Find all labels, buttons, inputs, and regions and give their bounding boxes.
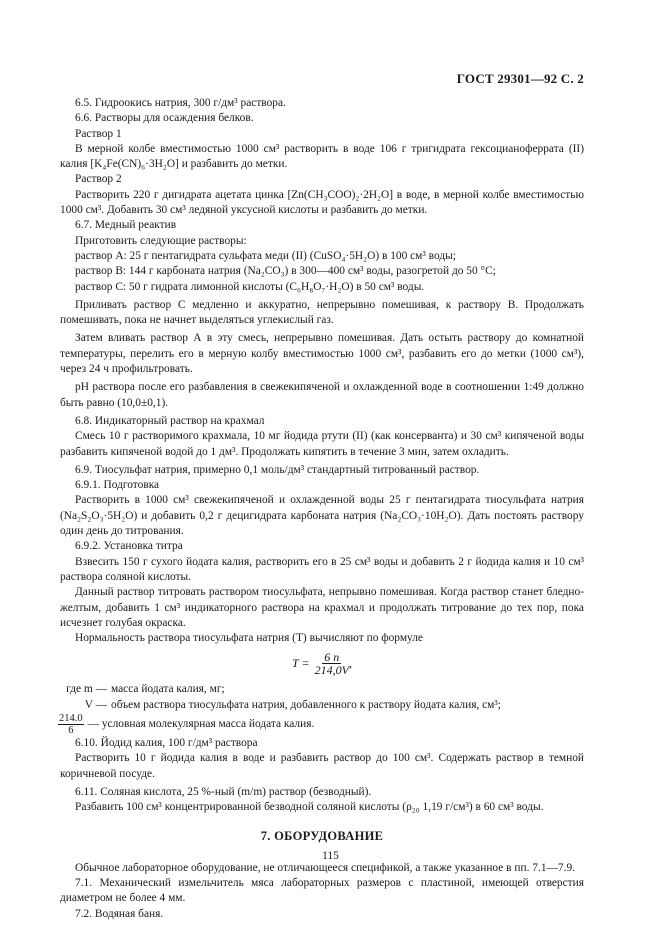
paragraph: 6.9.2. Установка титра — [75, 540, 183, 553]
legend-label: V — — [84, 698, 107, 711]
legend-text: объем раствора тиосульфата натрия, добавленного к раствору йодата калия, см³; — [111, 698, 501, 711]
paragraph: раствор С: 50 г гидрата лимонной кислоты (C₆H₈O₇·H₂O) в 50 см³ воды. — [75, 280, 425, 293]
paragraph: Нормальность раствора тиосульфата натрия (T) вычисляют по формуле — [75, 632, 423, 645]
formula-numerator: 6 n — [324, 650, 340, 665]
paragraph: Растворить 220 г дигидрата ацетата цинка [Zn(CH₃COO)₂·2H₂O] в воде, в мерной колбе вместимостью 1000 см³. Добавить 30 см³ ледяной уксусной кислоты и разбавить до метки. — [60, 188, 584, 217]
formula-denominator: 214,0V — [314, 663, 349, 678]
legend-row — [60, 698, 584, 713]
paragraph: pH раствора после его разбавления в свежекипяченой и охлажденной воде в соотношении 1:49 должно быть равно (10,0±0,1). — [60, 381, 584, 409]
paragraph: В мерной колбе вместимостью 1000 см³ растворить в воде 106 г тригидрата гексоцианоферрата (II) калия [K₄Fe(CN)₆·3H₂O] и разбавить до метки. — [60, 142, 584, 171]
legend-fraction — [58, 713, 84, 736]
paragraph: 6.6. Растворы для осаждения белков. — [75, 112, 254, 125]
formula-tail: , — [348, 656, 352, 671]
formula-fraction — [315, 651, 349, 676]
paragraph: 6.5. Гидроокись натрия, 300 г/дм³ раствора. — [75, 97, 286, 109]
paragraph: Раствор 1 — [75, 127, 122, 140]
paragraph: 7.2. Водяная баня. — [75, 907, 164, 920]
paragraph: Приготовить следующие растворы: — [75, 234, 247, 247]
paragraph: 6.9.1. Подготовка — [75, 479, 160, 492]
legend-fraction-numerator: 214.0 — [59, 712, 83, 724]
paragraph: 6.8. Индикаторный раствор на крахмал — [75, 414, 265, 427]
formula-lhs: T = — [292, 656, 310, 671]
legend-row — [60, 713, 584, 736]
paragraph: 6.7. Медный реактив — [75, 219, 177, 232]
paragraph: Раствор 2 — [75, 173, 122, 186]
paragraph: Затем вливать раствор А в эту смесь, непрерывно помешивая. Дать остыть раствору до комнатной температуры, перелить его в мерную колбу вместимостью 1000 см³, разбавить его до метки (1000 см³), через 24 ч профильтровать. — [60, 332, 584, 376]
paragraph: 6.9. Тиосульфат натрия, примерно 0,1 моль/дм³ стандартный титрованный раствор. — [75, 463, 480, 476]
paragraph: Разбавить 100 см³ концентрированной безводной соляной кислоты (ρ₂₀ 1,19 г/см³) в 60 см³ воды. — [75, 801, 544, 814]
formula-legend — [60, 682, 584, 736]
section-title: 7. ОБОРУДОВАНИЕ — [260, 829, 384, 844]
legend-text: масса йодата калия, мг; — [111, 683, 225, 696]
legend-label: где m — — [66, 683, 107, 696]
paragraph: Приливать раствор С медленно и аккуратно, непрерывно помешивая, к раствору В. Продолжать помешивать, пока не начнет выделяться углекислый газ. — [60, 298, 584, 327]
paragraph: Растворить в 1000 см³ свежекипяченой и охлажденной воды 25 г пентагидрата тиосульфата натрия (Na₂S₂O₃·5H₂O) и добавить 0,2 г децигидрата карбоната натрия (Na₂CO₃·10H₂O). Дать постоять раствору один день до титрования. — [60, 494, 584, 538]
paragraph: 7.1. Механический измельчитель мяса лабораторных размеров с пластиной, имеющей отверстия диаметром не более 4 мм. — [60, 877, 584, 905]
page-number: 115 — [322, 850, 339, 862]
titer-formula — [60, 651, 584, 676]
paragraph: Смесь 10 г растворимого крахмала, 10 мг йодида ртути (II) (как консерванта) и 30 см³ кипяченой воды разбавить кипяченой водой до 1 дм³. Продолжать кипятить в течение 3 мин, затем охладить. — [60, 430, 584, 458]
paragraph: раствор А: 25 г пентагидрата сульфата меди (II) (CuSO₄·5H₂O) в 100 см³ воды; — [75, 249, 456, 262]
legend-fraction-denominator: 6 — [68, 724, 74, 736]
paragraph: Растворить 10 г йодида калия в воде и разбавить раствор до 100 см³. Содержать раствор в темной коричневой посуде. — [60, 752, 584, 780]
legend-row — [60, 682, 584, 697]
paragraph: 6.11. Соляная кислота, 25 %-ный (m/m) раствор (безводный). — [75, 785, 372, 798]
legend-text: — условная молекулярная масса йодата калия. — [87, 717, 315, 730]
paragraph: Данный раствор титровать раствором тиосульфата, непрывно помешивая. Когда раствор станет бледно-желтым, добавить 1 см³ индикаторного раствора на крахмал и продолжать титрование до тех пор, пока исчезнет голубая окраска. — [60, 586, 584, 629]
paragraph: Обычное лабораторное оборудование, не отличающееся спецификой, а также указанное в пп. 7.1—7.9. — [75, 861, 575, 874]
paragraph: Взвесить 150 г сухого йодата калия, растворить его в 25 см³ воды и добавить 2 г йодида калия и 10 см³ раствора соляной кислоты. — [60, 555, 584, 583]
paragraph: 6.10. Йодид калия, 100 г/дм³ раствора — [75, 736, 258, 749]
document-body — [60, 96, 584, 922]
paragraph: раствор В: 144 г карбоната натрия (Na₂CO₃) в 300—400 см³ воды, разогретой до 50 °С; — [75, 265, 496, 278]
page-header: ГОСТ 29301—92 С. 2 — [456, 71, 584, 86]
